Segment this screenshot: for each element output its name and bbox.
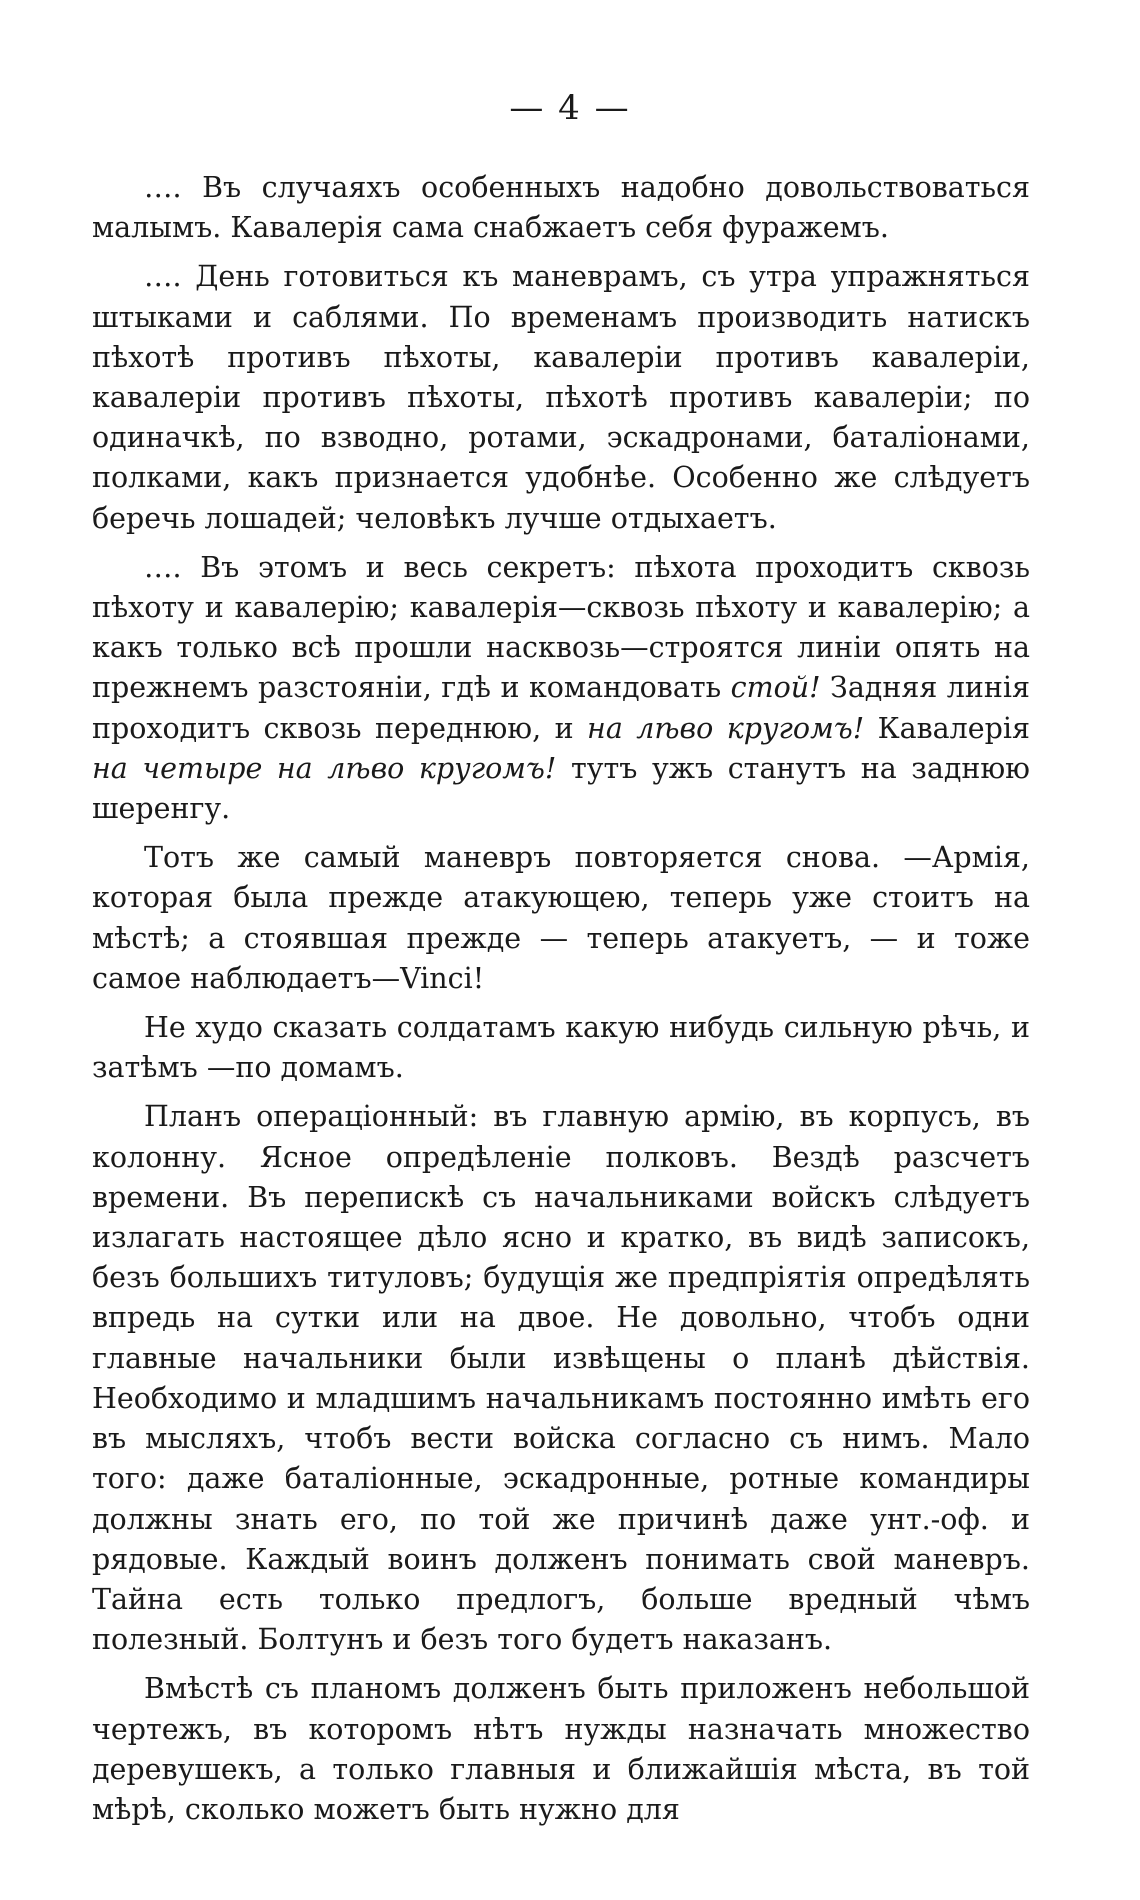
paragraph-text: Тотъ же самый маневръ повторяется снова. —Армія, которая была прежде атакующею, теперь уже стоитъ на мѣстѣ; а стоявшая прежде — теперь атакуетъ, — и тоже самое наблюдаетъ—Vinci! [92,841,1030,995]
paragraph-text: …. Въ этомъ и весь секретъ: пѣхота проходитъ сквозь пѣхоту и кавалерію; кавалерія—сквозь пѣхоту и кавалерію; а какъ только всѣ прошли насквозь—строятся линіи опять на прежнемъ разстояніи, гдѣ и командовать [92,550,1030,705]
page-number: — 4 — [509,88,631,128]
paragraph [92,548,1030,829]
paragraph-text: …. Въ случаяхъ особенныхъ надобно довольствоваться малымъ. Кавалерія сама снабжаетъ себя фуражемъ. [92,171,1030,245]
paragraph-text: Вмѣстѣ съ планомъ долженъ быть приложенъ небольшой чертежъ, въ которомъ нѣтъ нужды назначать множество деревушекъ, а только главныя и ближайшія мѣста, въ той мѣрѣ, сколько можетъ быть нужно для [92,1672,1030,1826]
paragraph [92,1097,1030,1660]
italic-command-text: на четыре на лѣво кругомъ! [92,751,557,785]
paragraph [92,168,1030,248]
text-body [92,168,1030,1839]
paragraph-text: тутъ ужъ станутъ на заднюю шеренгу. [92,751,1030,826]
italic-command-text: стой! [730,671,821,705]
paragraph [92,838,1030,999]
paragraph [92,1669,1030,1830]
paragraph-text: Планъ операціонный: въ главную армію, въ корпусъ, въ колонну. Ясное опредѣленіе полковъ. Вездѣ разсчетъ времени. Въ перепискѣ съ начальниками войскъ слѣдуетъ излагать настоящее дѣло ясно и кратко, въ видѣ записокъ, безъ большихъ титуловъ; будущія же предпріятія опредѣлять впредь на сутки или на двое. Не довольно, чтобъ одни главные начальники были извѣщены о планѣ дѣйствія. Необходимо и младшимъ начальникамъ постоянно имѣть его въ мысляхъ, чтобъ вести войска согласно съ нимъ. Мало того: даже баталіонные, эскадронные, ротные командиры должны знать его, по той же причинѣ даже унт.-оф. и рядовые. Каждый воинъ долженъ понимать свой маневръ. Тайна есть только предлогъ, больше вредный чѣмъ полезный. Болтунъ и безъ того будетъ наказанъ. [92,1100,1030,1657]
paragraph-text: Задняя линія проходитъ сквозь переднюю, и [92,671,1030,745]
paragraph-text: Не худо сказать солдатамъ какую нибудь сильную рѣчь, и затѣмъ —по домамъ. [92,1011,1030,1085]
paragraph-text: …. День готовиться къ маневрамъ, съ утра упражняться штыками и саблями. По временамъ производить натискъ пѣхотѣ противъ пѣхоты, кавалеріи противъ кавалеріи, кавалеріи противъ пѣхоты, пѣхотѣ противъ кавалеріи; по одиначкѣ, по взводно, ротами, эскадронами, баталіонами, полками, какъ признается удобнѣе. Особенно же слѣдуетъ беречь лошадей; человѣкъ лучше отдыхаетъ. [92,260,1030,535]
paragraph [92,257,1030,538]
paragraph-text: Кавалерія [864,711,1030,745]
paragraph [92,1008,1030,1088]
italic-command-text: на лѣво кругомъ! [587,711,865,745]
